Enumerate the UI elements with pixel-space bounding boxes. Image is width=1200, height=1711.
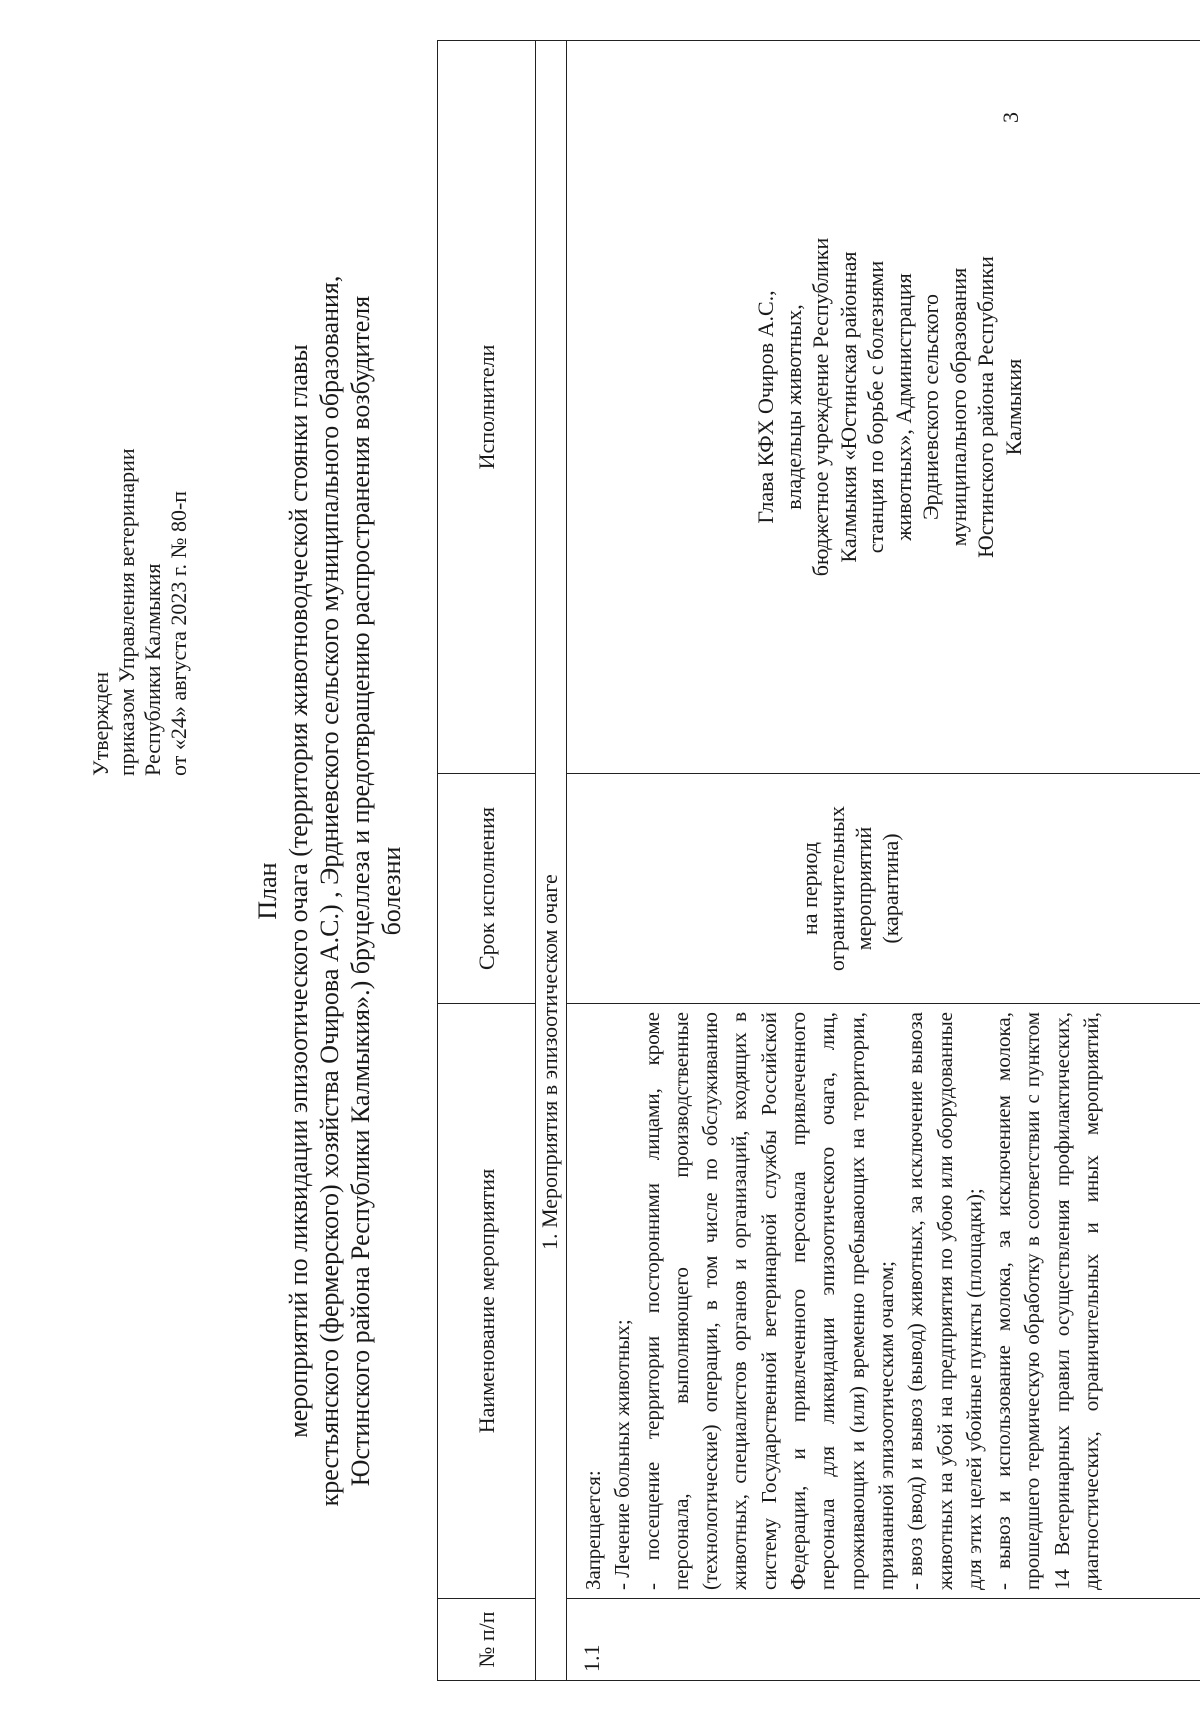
section-title: 1. Мероприятия в эпизоотическом очаге	[536, 41, 567, 1681]
table-header-row	[438, 41, 536, 1681]
executor-line: Калмыкия «Юстинская районная	[835, 251, 861, 563]
header-term: Срок исполнения	[438, 774, 536, 1004]
measure-line: прошедшего термическую обработку в соответствии с пунктом	[1020, 1012, 1045, 1590]
executor-line: животных», Администрация	[890, 273, 916, 541]
executor-line: бюджетное учреждение Республики	[808, 237, 833, 577]
measure-line: 14 Ветеринарных правил осуществления профилактических,	[1049, 1012, 1074, 1590]
table-row	[567, 41, 1200, 1681]
plan-table	[437, 40, 1200, 1681]
executor-line: Эрдниевского сельского	[918, 294, 943, 520]
page-number: 3	[998, 112, 1023, 123]
title-line: мероприятий по ликвидации эпизоотического очага (территория животноводческой стоянки главы	[284, 344, 313, 1438]
header-name: Наименование мероприятия	[438, 1004, 536, 1599]
executor-line: станция по борьбе с болезнями	[863, 260, 888, 554]
title-line: крестьянского (фермерского) хозяйства Очирова А.С.) , Эрдниевского сельского муниципального образования,	[315, 275, 344, 1507]
measure-line: для этих целей убойные пункты (площадки);	[961, 1188, 986, 1590]
measure-line: Запрещается:	[581, 1470, 605, 1590]
title-heading: План	[253, 862, 282, 920]
title-line: Юстинского района Республики Калмыкия».) бруцеллеза и предотвращению распространения возбудителя	[346, 295, 375, 1487]
measure-line: персонала для ликвидации эпизоотического очага, лиц,	[815, 1012, 840, 1590]
approval-line: Республики Калмыкия	[140, 563, 165, 776]
measure-line: - вывоз и использование молока, за исключением молока,	[991, 1012, 1016, 1590]
measure-line: - Лечение больных животных;	[610, 1319, 635, 1590]
term-cell: на период ограничительных мероприятий (карантина)	[567, 774, 1200, 1004]
measure-line: систему Государственной ветеринарной службы Российской	[756, 1012, 781, 1590]
measure-line: Федерации, и привлеченного персонала привлеченного	[786, 1012, 811, 1590]
section-row	[536, 41, 567, 1681]
document-title	[252, 111, 407, 1671]
measure-line: - ввоз (ввод) и вывоз (вывод) животных, за исключение вывоза	[903, 1012, 928, 1590]
measure-line: признанной эпизоотическим очагом;	[873, 1261, 898, 1590]
executor-line: Глава КФХ Очиров А.С.,	[753, 290, 778, 524]
executor-line: Юстинского района Республики	[973, 256, 998, 558]
executor-line: владельцы животных,	[780, 304, 806, 510]
approval-line: приказом Управления ветеринарии	[114, 448, 139, 776]
executors-cell	[567, 41, 1200, 774]
title-line: болезни	[377, 846, 406, 936]
header-executors: Исполнители	[438, 41, 536, 774]
measure-line: персонала, выполняющего производственные	[668, 1012, 693, 1590]
measure-line: животных, специалистов органов и организаций, входящих в	[727, 1012, 752, 1590]
measure-line: - посещение территории посторонними лицами, кроме	[639, 1012, 664, 1590]
measures-cell	[567, 1004, 1200, 1599]
measure-line: (технологические) операции, в том числе по обслуживанию	[698, 1012, 723, 1590]
measure-line: диагностических, ограничительных и иных мероприятий,	[1079, 1012, 1104, 1590]
approval-line: Утвержден	[88, 671, 113, 776]
approval-stamp	[88, 448, 192, 776]
row-number: 1.1	[567, 1599, 1200, 1681]
executor-line: Калмыкия	[1000, 358, 1026, 456]
executor-line: муниципального образования	[945, 267, 971, 547]
measure-line: животных на убой на предприятия по убою или оборудованные	[932, 1012, 957, 1590]
header-num: № п/п	[438, 1599, 536, 1681]
measure-line: проживающих и (или) временно пребывающих на территории,	[844, 1012, 869, 1590]
approval-line: от «24» августа 2023 г. № 80-п	[166, 490, 191, 776]
